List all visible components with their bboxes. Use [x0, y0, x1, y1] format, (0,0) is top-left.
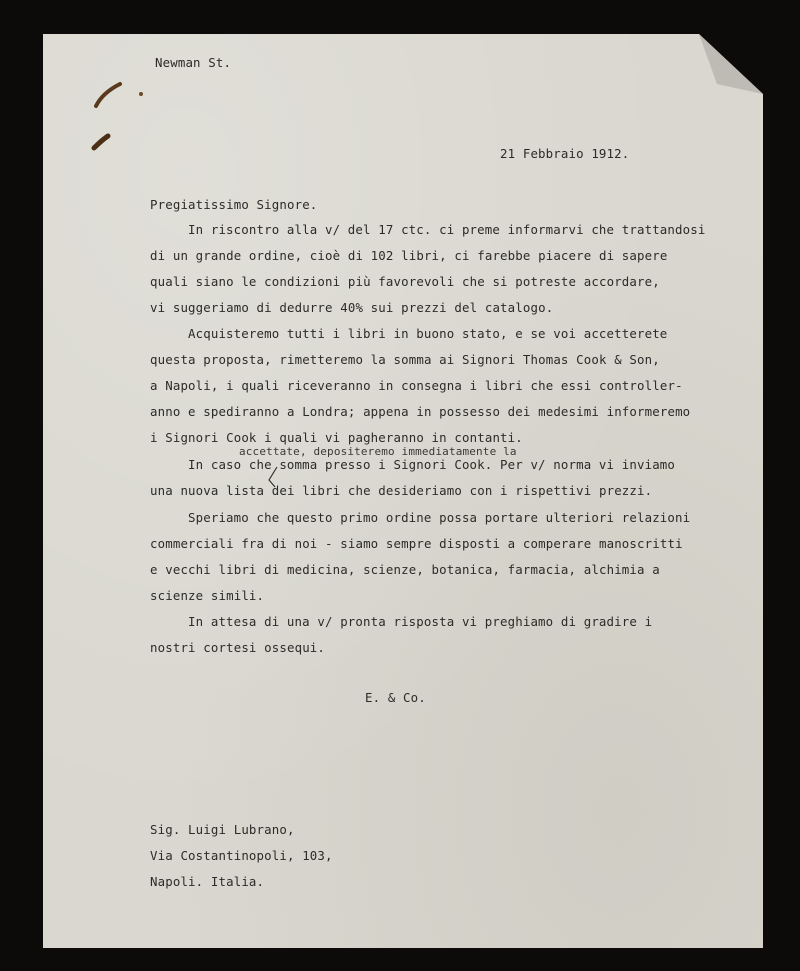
- rust-stain-lower: [90, 132, 114, 152]
- recipient-street: Via Costantinopoli, 103,: [150, 848, 333, 863]
- body-line: i Signori Cook i quali vi pagheranno in contanti.: [150, 430, 523, 445]
- salutation: Pregiatissimo Signore.: [150, 197, 318, 212]
- body-line: In riscontro alla v/ del 17 ctc. ci preme informarvi che trattandosi: [188, 222, 706, 237]
- recipient-name: Sig. Luigi Lubrano,: [150, 822, 295, 837]
- letter-date: 21 Febbraio 1912.: [500, 146, 630, 161]
- signature: E. & Co.: [365, 690, 426, 705]
- folded-corner: [699, 34, 763, 94]
- body-line: anno e spediranno a Londra; appena in possesso dei medesimi informeremo: [150, 404, 691, 419]
- sender-address: Newman St.: [155, 55, 232, 70]
- rust-stain-upper: [90, 76, 150, 112]
- body-line: scienze simili.: [150, 588, 265, 603]
- body-line: di un grande ordine, cioè di 102 libri, ci farebbe piacere di sapere: [150, 248, 668, 263]
- body-line: nostri cortesi ossequi.: [150, 640, 326, 655]
- body-line: In attesa di una v/ pronta risposta vi preghiamo di gradire i: [188, 614, 653, 629]
- interlinear-insertion: accettate, depositeremo immediatamente la: [239, 445, 517, 458]
- body-line: Acquisteremo tutti i libri in buono stato, e se voi accetterete: [188, 326, 668, 341]
- body-line: quali siano le condizioni più favorevoli che si potreste accordare,: [150, 274, 660, 289]
- body-line: vi suggeriamo di dedurre 40% sui prezzi del catalogo.: [150, 300, 554, 315]
- body-line: commerciali fra di noi - siamo sempre disposti a comperare manoscritti: [150, 536, 683, 551]
- recipient-city: Napoli. Italia.: [150, 874, 265, 889]
- body-line: Speriamo che questo primo ordine possa portare ulteriori relazioni: [188, 510, 691, 525]
- body-line: questa proposta, rimetteremo la somma ai Signori Thomas Cook & Son,: [150, 352, 660, 367]
- body-line: una nuova lista dei libri che desideriamo con i rispettivi prezzi.: [150, 483, 653, 498]
- body-line: a Napoli, i quali riceveranno in consegna i libri che essi controller-: [150, 378, 683, 393]
- body-line: e vecchi libri di medicina, scienze, botanica, farmacia, alchimia a: [150, 562, 660, 577]
- body-line: In caso che somma presso i Signori Cook. Per v/ norma vi inviamo: [188, 457, 676, 472]
